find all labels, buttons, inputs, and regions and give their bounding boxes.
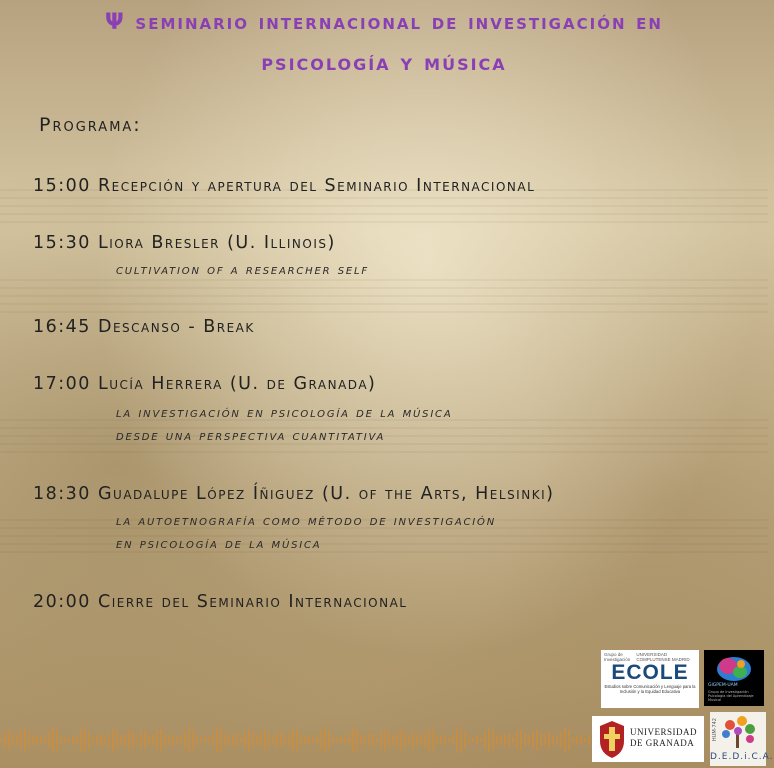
wave-bar [12,734,14,745]
wave-bar [72,737,74,744]
wave-bar [288,733,290,746]
wave-bar [332,737,334,743]
ecole-logo [601,650,699,708]
wave-bar [572,737,574,744]
wave-bar [396,732,398,747]
wave-bar [392,735,394,745]
wave-bar [484,732,486,748]
tree-icon [710,712,766,752]
wave-bar [320,730,322,750]
psi-icon: Ψ [105,10,126,35]
talk-title-line: desde una perspectiva cuantitativa [116,428,386,444]
wave-bar [460,727,462,753]
wave-bar [468,737,470,742]
wave-bar [552,734,554,745]
talk-title-line: la investigación en psicología de la música [116,405,453,421]
wave-bar [164,734,166,746]
ugr-crest-icon [595,717,629,761]
wave-bar [348,733,350,747]
wave-bar [328,731,330,749]
wave-bar [496,735,498,746]
wave-bar [440,735,442,745]
wave-bar [268,733,270,748]
wave-bar [220,728,222,751]
wave-bar [108,732,110,748]
wave-bar [192,730,194,750]
wave-bar [504,733,506,747]
wave-bar [384,729,386,751]
wave-bar [520,730,522,750]
wave-bar [236,733,238,747]
schedule-item: 18:30 Guadalupe López Íñiguez (U. of the Arts, Helsinki) [33,484,555,504]
wave-bar [132,732,134,748]
wave-bar [52,727,54,752]
wave-bar [188,727,190,753]
wave-bar [244,731,246,748]
wave-bar [88,733,90,748]
wave-bar [536,730,538,751]
ecole-group-label: Grupo de Investigación [604,652,631,662]
wave-bar [36,734,38,747]
ecole-name: ECOLE [611,661,689,684]
wave-bar [264,730,266,750]
wave-bar [60,736,62,745]
wave-bar [452,735,454,745]
wave-bar [56,729,58,750]
wave-bar [464,732,466,748]
wave-bar [68,738,70,743]
wave-bar [228,736,230,743]
wave-bar [364,736,366,744]
wave-bar [580,736,582,743]
wave-bar [76,735,78,745]
wave-bar [128,731,130,750]
wave-bar [240,737,242,742]
wave-bar [584,738,586,742]
talk-title: cultivation of a researcher self [116,262,369,278]
wave-bar [336,738,338,743]
wave-bar [272,736,274,744]
wave-bar [528,735,530,745]
wave-bar [8,731,10,749]
wave-bar [564,728,566,752]
wave-bar [4,732,6,749]
wave-bar [224,733,226,746]
wave-bar [104,737,106,744]
wave-bar [540,734,542,746]
wave-bar [92,736,94,743]
wave-bar [140,731,142,748]
ecole-subtitle: Estudios sobre Comunicación y Lenguaje para la Inclusión y la Equidad Educativa [604,684,696,694]
wave-bar [100,733,102,747]
wave-bar [48,732,50,749]
wave-bar [448,738,450,743]
wave-bar [292,729,294,751]
wave-bar [96,735,98,745]
schedule-item: 15:00 Recepción y apertura del Seminario Internacional [33,176,536,196]
wave-bar [32,736,34,744]
wave-bar [208,737,210,744]
talk-title [116,510,496,556]
wave-bar [0,738,2,742]
dedica-name: D.E.D.i.C.A. [710,752,774,762]
wave-bar [324,727,326,753]
wave-bar [380,731,382,749]
schedule-item: 15:30 Liora Bresler (U. Illinois) [33,233,336,253]
wave-bar [24,728,26,751]
wave-bar [316,736,318,745]
wave-bar [588,734,590,746]
wave-bar [548,732,550,748]
wave-bar [112,729,114,752]
gigpem-logo [704,650,764,706]
wave-bar [456,729,458,751]
wave-bar [524,734,526,747]
wave-bar [472,738,474,742]
ecole-university-label: UNIVERSIDAD COMPLUTENSE MADRID [636,652,690,662]
wave-bar [412,731,414,748]
wave-bar [204,737,206,743]
ugr-line-1: UNIVERSIDAD [630,727,697,737]
wave-bar [216,728,218,752]
title-line-1 [0,10,768,35]
dedica-logo [710,712,774,766]
wave-bar [276,731,278,748]
wave-bar [340,736,342,744]
wave-bar [376,738,378,743]
schedule-item: 20:00 Cierre del Seminario Internacional [33,592,408,612]
program-heading: Programa: [39,114,142,136]
wave-bar [180,736,182,744]
wave-bar [368,734,370,747]
wave-bar [372,733,374,747]
wave-bar [232,734,234,745]
wave-bar [516,730,518,749]
wave-bar [480,737,482,742]
wave-bar [260,733,262,747]
wave-bar [308,735,310,745]
wave-bar [360,734,362,746]
title-line-2: psicología y música [261,50,507,76]
wave-bar [144,732,146,748]
dedica-code: HUM-742 [712,718,718,742]
wave-bar [40,736,42,744]
wave-bar [404,733,406,746]
wave-bar [124,734,126,746]
wave-bar [120,735,122,745]
wave-bar [84,728,86,753]
wave-bar [508,733,510,747]
title-text-1: seminario internacional de investigación en [135,10,663,35]
wave-bar [344,737,346,743]
wave-bar [500,736,502,745]
wave-bar [560,732,562,748]
wave-bar [532,731,534,748]
wave-bar [568,730,570,750]
wave-bar [136,737,138,743]
wave-bar [544,735,546,746]
sound-wave-graphic [0,700,600,768]
wave-bar [444,736,446,745]
wave-bar [436,736,438,744]
wave-bar [152,734,154,746]
wave-bar [64,737,66,743]
schedule-item: 16:45 Descanso - Break [33,317,255,337]
wave-bar [512,737,514,743]
wave-bar [184,731,186,749]
talk-title [116,402,453,448]
wave-bar [356,729,358,751]
wave-bar [424,733,426,748]
wave-bar [492,730,494,751]
wave-bar [420,736,422,745]
wave-bar [248,729,250,751]
wave-bar [428,728,430,751]
wave-bar [488,728,490,753]
wave-bar [576,735,578,745]
talk-title-line: en psicología de la música [116,536,322,552]
wave-bar [312,737,314,743]
wave-bar [252,732,254,748]
wave-bar [304,735,306,745]
wave-bar [168,735,170,744]
gigpem-name: GIGPEM-UAM [708,683,738,688]
wave-bar [432,729,434,750]
wave-bar [212,734,214,746]
wave-bar [196,736,198,743]
wave-bar [44,736,46,743]
wave-bar [416,734,418,747]
wave-bar [156,730,158,751]
wave-bar [556,736,558,745]
wave-bar [172,734,174,746]
talk-title-line: la autoetnografía como método de investigación [116,513,496,529]
wave-bar [28,733,30,747]
brain-icon [704,650,764,684]
wave-bar [176,737,178,744]
wave-bar [284,735,286,744]
wave-bar [20,730,22,749]
wave-bar [400,730,402,750]
wave-bar [256,735,258,745]
wave-bar [280,733,282,748]
wave-bar [408,735,410,744]
ugr-logo [592,716,704,762]
wave-bar [80,729,82,752]
ugr-line-2: DE GRANADA [630,738,695,748]
gigpem-description: Grupo de Investigación Psicología del Aprendizaje Musical [708,690,754,702]
wave-bar [200,737,202,743]
wave-bar [148,735,150,745]
wave-bar [476,736,478,745]
wave-bar [388,733,390,747]
wave-bar [300,735,302,745]
schedule-item: 17:00 Lucía Herrera (U. de Granada) [33,374,377,394]
wave-bar [352,728,354,752]
wave-bar [16,735,18,746]
wave-bar [296,729,298,751]
wave-bar [160,729,162,752]
wave-bar [116,731,118,749]
